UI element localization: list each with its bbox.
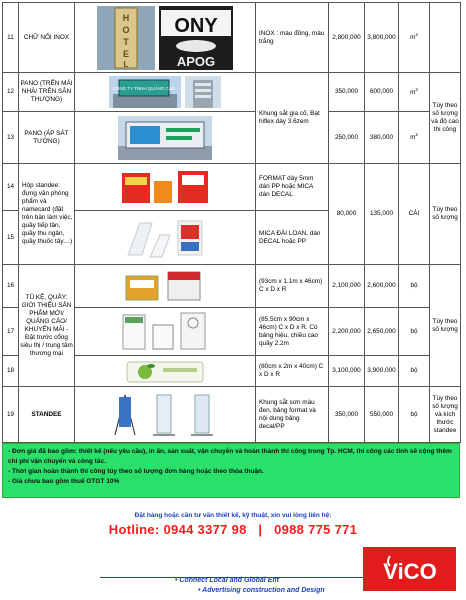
product-description: FORMAT dày 5mm dán PP hoặc MICA dán DECAL: [256, 164, 329, 211]
fruit-counter-image: [117, 358, 213, 384]
note: Tùy theo số lượng: [430, 164, 461, 265]
price-max: 3,900,000: [365, 356, 399, 387]
table-row: [3, 164, 461, 211]
vico-logo: [363, 547, 456, 591]
svg-text:APOG: APOG: [176, 53, 216, 69]
row-number: 13: [3, 112, 19, 164]
product-description: Khung sắt gia cố, Bạt hiflex dày 3.6zem: [256, 73, 329, 164]
product-name: TỦ KỆ, QUẦY: GIỚI THIỆU SẢN PHẨM MỚI/ QUẢNG CÁO/ KHUYẾN MÃI - Đặt trước cổng siêu thị / trung tâm thương mại: [19, 265, 75, 387]
hotline-label: Hotline:: [108, 522, 160, 537]
price-max: 135,000: [365, 164, 399, 265]
note-line: - Đơn giá đã bao gồm: thiết kế (nếu yêu cầu), in ấn, sản xuất, vận chuyển và hoàn thành thi công trong Tp. HCM, thi công các tỉnh sẽ cộng thêm chi phí vận chuyển và công tác.: [8, 448, 452, 466]
svg-text:O: O: [122, 24, 130, 35]
hotline: [0, 522, 466, 537]
product-name: CHỮ NỔI INOX: [19, 3, 75, 73]
standee-box-image: [116, 167, 214, 207]
product-description: INOX : màu đồng, màu trắng: [256, 3, 329, 73]
price-max: 2,600,000: [365, 265, 399, 308]
unit: bộ: [399, 265, 430, 308]
logo-mark: [370, 552, 450, 586]
table-row: [3, 73, 461, 112]
price-table: [2, 2, 461, 443]
row-number: 11: [3, 3, 19, 73]
product-description: MICA ĐÀI LOAN, dán DECAL hoặc PP: [256, 211, 329, 265]
building-image: [185, 76, 221, 108]
product-name: PANO (ÁP SÁT TƯỜNG): [19, 112, 75, 164]
footer-tagline-1: • Connect Local and Global Ent: [175, 577, 279, 584]
promo-counter-image: [120, 268, 210, 304]
price-min: 2,200,000: [329, 308, 365, 356]
svg-text:CÔNG TY TNHH QUẢNG CÁO: CÔNG TY TNHH QUẢNG CÁO: [112, 86, 176, 91]
rooftop-billboard-image: [109, 76, 181, 108]
row-number: 18: [3, 356, 19, 387]
price-min: 2,100,000: [329, 265, 365, 308]
hotline-separator: |: [258, 522, 263, 537]
price-max: 550,000: [365, 387, 399, 443]
product-description: (80cm x 2m x 40cm) C x D x R: [256, 356, 329, 387]
product-image: [75, 73, 256, 112]
price-min: 350,000: [329, 73, 365, 112]
product-image: [75, 387, 256, 443]
unit: CÁI: [399, 164, 430, 265]
row-number: 12: [3, 73, 19, 112]
unit: $m^2$: [399, 112, 430, 164]
row-number: 15: [3, 211, 19, 265]
product-image: [75, 164, 256, 211]
product-image: [75, 308, 256, 356]
unit: bộ: [399, 308, 430, 356]
svg-text:ONY: ONY: [174, 14, 218, 37]
price-min: 250,000: [329, 112, 365, 164]
footer-tagline-2: • Advertising construction and Design: [198, 587, 325, 594]
price-min: 350,000: [329, 387, 365, 443]
svg-text:T: T: [123, 36, 129, 47]
product-name: Hộp standee: đựng văn phòng phẩm và namecard (đặt trên bàn làm việc, quầy tiếp tân, quầy thu ngân, quầy thuốc tây…): [19, 164, 75, 265]
table-row: [3, 387, 461, 443]
product-image: [75, 211, 256, 265]
product-image: [75, 265, 256, 308]
unit: bộ: [399, 387, 430, 443]
product-name: STANDEE: [19, 387, 75, 443]
price-min: 80,000: [329, 164, 365, 265]
product-description: (93cm x 1.1m x 46cm) C x D x R: [256, 265, 329, 308]
hotline-phone-2[interactable]: 0988 775 771: [274, 522, 358, 537]
unit: $m^2$: [399, 73, 430, 112]
note: Tùy theo số lượng và kích thước standee: [430, 387, 461, 443]
note: [430, 3, 461, 73]
price-max: 3,800,000: [365, 3, 399, 73]
note: Tùy theo số lượng: [430, 265, 461, 387]
note: Tùy theo số lượng và độ cao thi công: [430, 73, 461, 164]
price-max: 600,000: [365, 73, 399, 112]
svg-text:L: L: [123, 59, 129, 69]
hotel-sign-image: [97, 6, 155, 70]
contact-text: Đặt hàng hoặc cần tư vấn thiết kế, kỹ thuật, xin vui lòng liên hệ:: [134, 512, 332, 519]
note-line: - Giá chưa bao gồm thuế GTGT 10%: [8, 478, 120, 486]
hotline-phone-1[interactable]: 0944 3377 98: [163, 522, 247, 537]
row-number: 16: [3, 265, 19, 308]
standee-image: [105, 391, 225, 439]
table-row: [3, 112, 461, 164]
svg-text:ViCO: ViCO: [382, 559, 437, 584]
counter-sketch-image: [115, 311, 215, 353]
product-image: [75, 356, 256, 387]
unit: $m^2$: [399, 3, 430, 73]
note-line: - Thời gian hoàn thành thi công tùy theo số lượng đơn hàng hoặc theo thỏa thuận.: [8, 468, 264, 476]
inox-letters-image: [159, 6, 233, 70]
product-image: [75, 112, 256, 164]
wall-billboard-image: [118, 116, 212, 160]
table-row: [3, 265, 461, 308]
price-max: 2,650,000: [365, 308, 399, 356]
row-number: 17: [3, 308, 19, 356]
mica-stand-image: [120, 215, 210, 261]
terms-notes: [2, 443, 460, 498]
row-number: 14: [3, 164, 19, 211]
price-min: 3,100,000: [329, 356, 365, 387]
row-number: 19: [3, 387, 19, 443]
product-description: Khung sắt sơn màu đen, bảng format và nội dung bảng decal/PP: [256, 387, 329, 443]
product-name: PANO (TRÊN MÁI NHÀ/ TRÊN SÂN THƯỢNG): [19, 73, 75, 112]
price-min: 2,800,000: [329, 3, 365, 73]
svg-text:E: E: [122, 48, 130, 59]
svg-text:H: H: [122, 12, 130, 23]
product-description: (85.5cm x 90cm x 46cm) C x D x R. Có bảng hiệu, chiều cao quầy 2.2m: [256, 308, 329, 356]
product-image: [75, 3, 256, 73]
price-max: 380,000: [365, 112, 399, 164]
unit: bộ: [399, 356, 430, 387]
table-row: [3, 3, 461, 73]
